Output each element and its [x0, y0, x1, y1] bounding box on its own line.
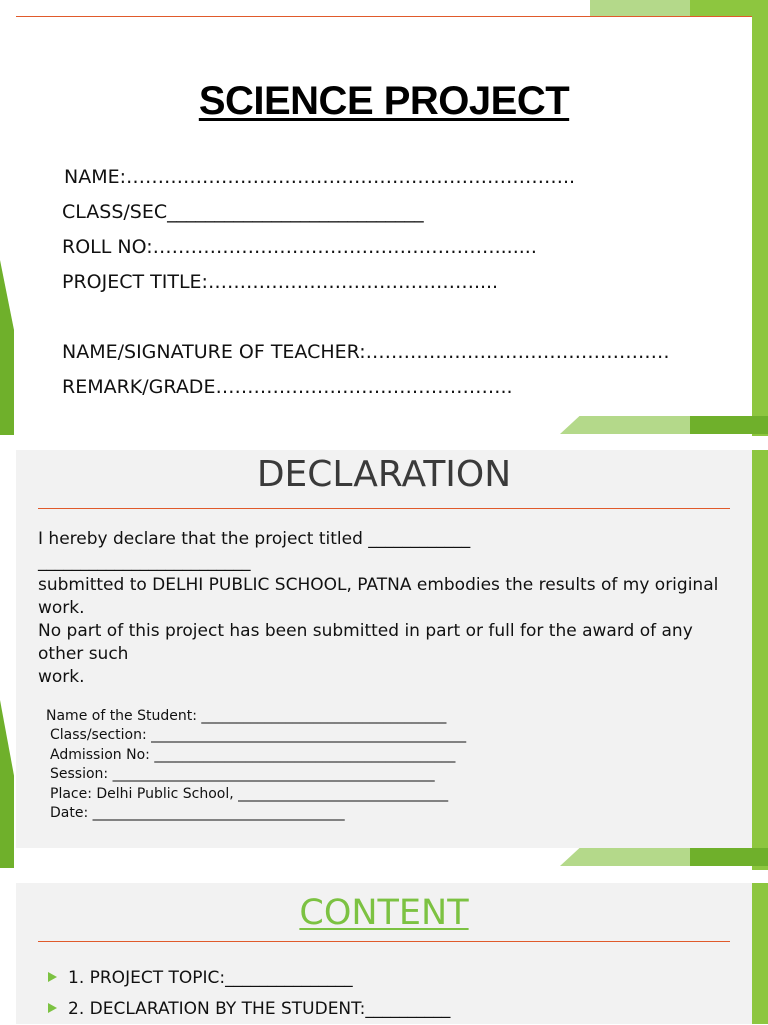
green-decoration — [752, 16, 768, 436]
declaration-line: other such — [38, 644, 129, 664]
field-student-name: Name of the Student: ___________________________________ — [46, 708, 447, 724]
spacer — [62, 300, 670, 335]
green-decoration — [0, 700, 14, 868]
list-item — [48, 963, 450, 994]
cover-field-remark: REMARK/GRADE……………………………………….. — [62, 376, 513, 398]
cover-field-project-title: PROJECT TITLE:…………………………………….... — [62, 271, 499, 293]
declaration-title: DECLARATION — [256, 454, 512, 495]
cover-field-class: CLASS/SEC___________________________ — [62, 201, 424, 223]
green-decoration — [752, 883, 768, 1024]
green-decoration — [690, 0, 768, 16]
student-fields — [46, 707, 466, 823]
list-item — [48, 994, 450, 1025]
cover-fields — [62, 160, 670, 405]
field-date: Date: ____________________________________ — [50, 805, 345, 822]
triangle-bullet-icon — [48, 1003, 57, 1013]
field-session: Session: ______________________________________________ — [50, 766, 435, 783]
green-decoration — [560, 848, 690, 866]
cover-title: SCIENCE PROJECT — [198, 79, 570, 123]
declaration-line: No part of this project has been submitted in part or full for the award of any — [38, 621, 693, 641]
green-decoration — [0, 260, 14, 435]
green-decoration — [590, 0, 690, 16]
cover-slide — [16, 16, 752, 416]
declaration-text — [38, 528, 738, 689]
cover-field-roll: ROLL NO:………………………………………………....... — [62, 236, 537, 258]
green-decoration — [690, 848, 768, 866]
green-decoration — [752, 450, 768, 870]
title-rule — [38, 508, 730, 509]
list-item-text: 1. PROJECT TOPIC:_______________ — [68, 968, 353, 988]
content-list — [48, 963, 450, 1025]
green-decoration — [690, 416, 768, 434]
declaration-line: work. — [38, 667, 85, 687]
declaration-line: _________________________ — [38, 552, 251, 572]
green-decoration — [560, 416, 690, 434]
cover-field-teacher: NAME/SIGNATURE OF TEACHER:………………………………………… — [62, 341, 670, 363]
triangle-bullet-icon — [48, 972, 57, 982]
field-place: Place: Delhi Public School, ______________________________ — [50, 785, 449, 802]
cover-field-name: NAME:…………………………………………………………….. — [64, 166, 576, 188]
declaration-line: submitted to DELHI PUBLIC SCHOOL, PATNA embodies the results of my original — [38, 575, 719, 595]
declaration-slide — [16, 450, 752, 848]
list-item-text: 2. DECLARATION BY THE STUDENT:__________ — [68, 999, 451, 1019]
field-admission-no: Admission No: ___________________________________________ — [50, 746, 456, 763]
declaration-line: work. — [38, 598, 85, 618]
content-slide — [16, 883, 752, 1024]
declaration-line: I hereby declare that the project titled ____________ — [38, 529, 471, 549]
title-rule — [38, 941, 730, 942]
field-class-section: Class/section: _____________________________________________ — [50, 727, 467, 744]
content-title: CONTENT — [299, 893, 469, 933]
